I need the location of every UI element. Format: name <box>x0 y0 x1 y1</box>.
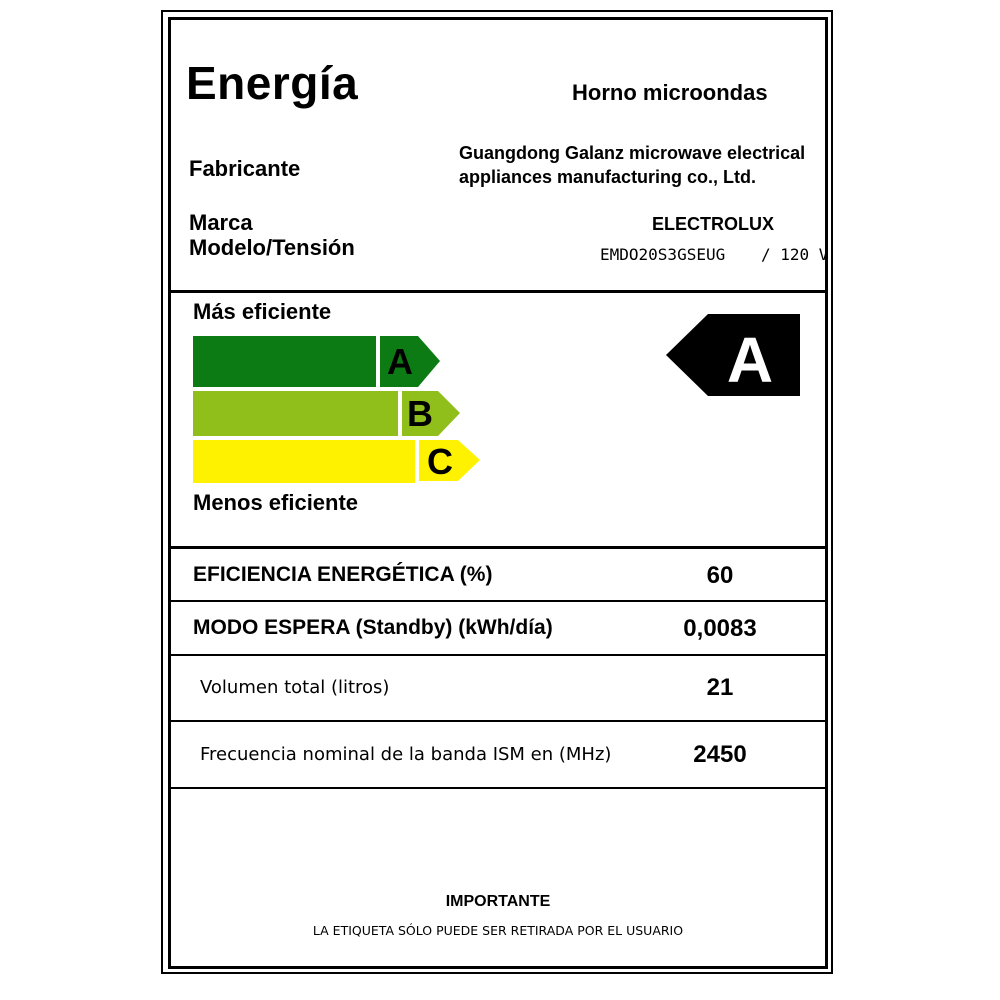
spec-label-frequency: Frecuencia nominal de la banda ISM en (MHz) <box>200 744 612 765</box>
spec-label-volume: Volumen total (litros) <box>200 677 390 698</box>
spec-value-volume: 21 <box>706 674 734 701</box>
class-b-letter: B <box>407 393 433 434</box>
model-label: Modelo/Tensión <box>189 235 355 260</box>
spec-label-standby: MODO ESPERA (Standby) (kWh/día) <box>193 616 553 639</box>
brand-label: Marca <box>189 210 253 235</box>
product-type: Horno microondas <box>572 80 768 105</box>
model-value: EMDO20S3GSEUG <box>600 245 726 264</box>
rating-letter: A <box>726 324 774 396</box>
class-c-bar <box>193 440 415 483</box>
brand-value: ELECTROLUX <box>652 214 775 234</box>
spec-value-efficiency: 60 <box>706 562 734 589</box>
scale-top-label: Más eficiente <box>193 299 332 324</box>
voltage-value: / 120 V <box>761 245 829 264</box>
footer-note: LA ETIQUETA SÓLO PUEDE SER RETIRADA POR EL USUARIO <box>312 923 684 938</box>
spec-label-efficiency: EFICIENCIA ENERGÉTICA (%) <box>193 563 493 586</box>
manufacturer-label: Fabricante <box>189 156 301 181</box>
manufacturer-line-1: Guangdong Galanz microwave electrical <box>459 143 806 163</box>
class-c-letter: C <box>427 441 453 482</box>
manufacturer-line-2: appliances manufacturing co., Ltd. <box>459 167 757 187</box>
scale-bottom-label: Menos eficiente <box>193 490 359 515</box>
spec-value-frequency: 2450 <box>693 741 747 768</box>
class-a-letter: A <box>387 341 413 382</box>
class-a-bar <box>193 336 376 387</box>
spec-value-standby: 0,0083 <box>683 615 757 642</box>
label-title: Energía <box>186 57 359 109</box>
class-b-bar <box>193 391 398 436</box>
footer-heading: IMPORTANTE <box>445 893 551 910</box>
